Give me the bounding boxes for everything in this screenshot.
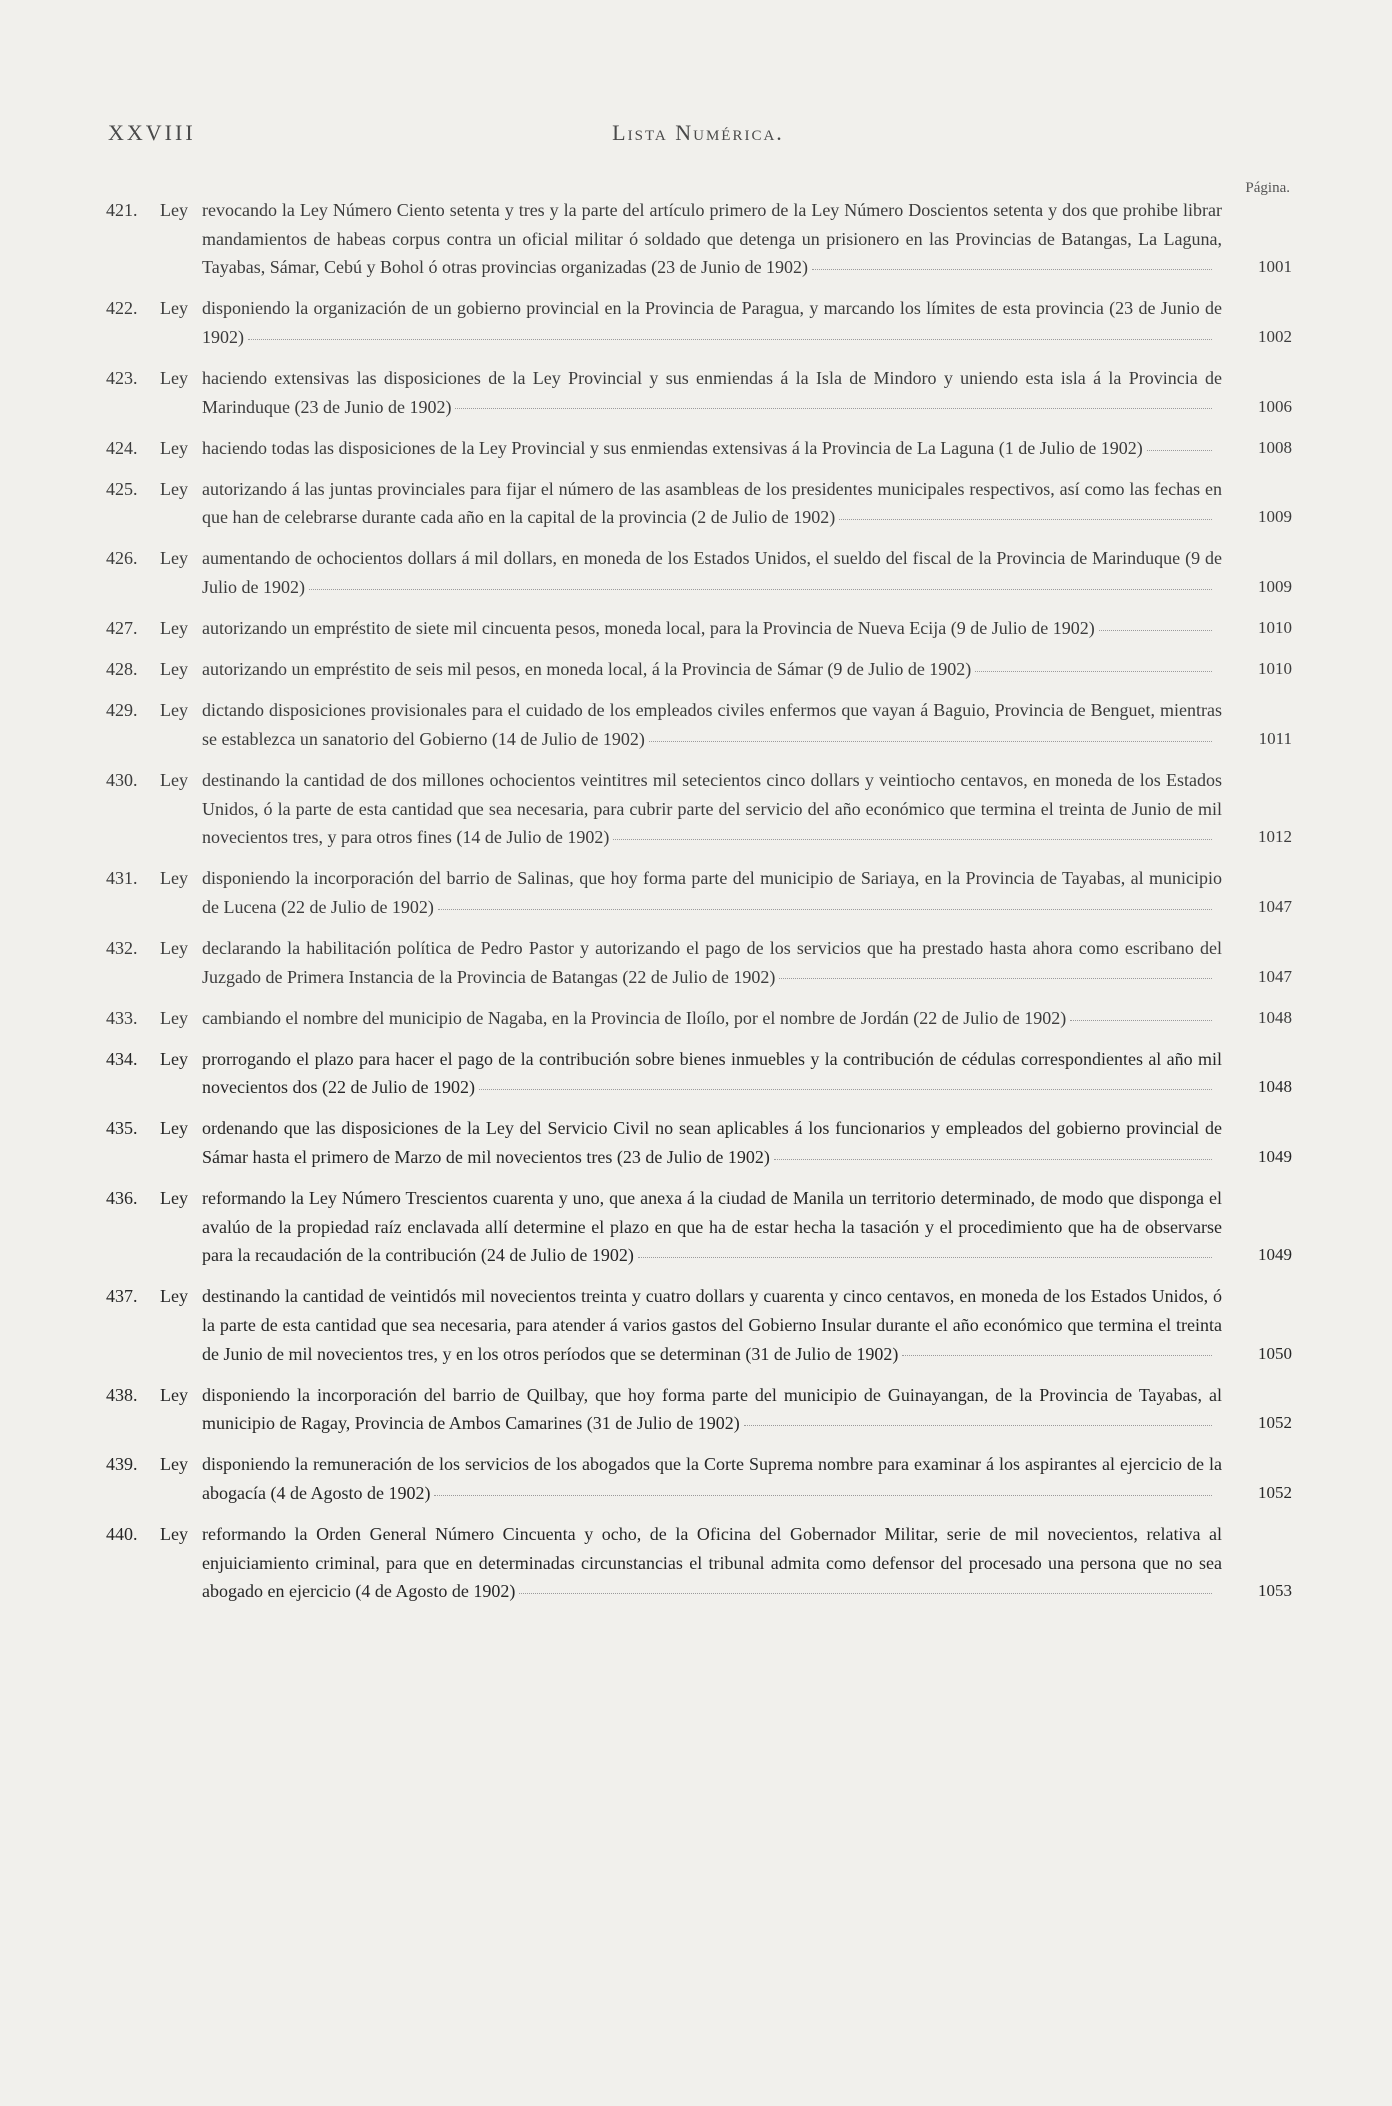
dot-leader: [309, 588, 1212, 590]
entry-ley-label: Ley: [160, 437, 188, 458]
entry-page-number: 1047: [1258, 966, 1292, 986]
entry-ley-label: Ley: [160, 700, 188, 721]
entry-number: 428.: [106, 659, 138, 680]
dot-leader: [1070, 1019, 1212, 1021]
entry-ley-label: Ley: [160, 1118, 188, 1139]
entry-page-number: 1009: [1258, 507, 1292, 527]
entry-description: autorizando un empréstito de siete mil cincuenta pesos, moneda local, para la Provincia de Nueva Ecija (9 de Julio de 1902): [202, 618, 1095, 639]
entry-page-number: 1053: [1258, 1581, 1292, 1601]
entry-description: autorizando á las juntas provinciales para fijar el número de las asambleas de los presidentes municipales respectivos, así como las fechas en que han de celebrarse durante cada año en la capital de la provincia (2 de Julio de 1902): [202, 478, 1222, 528]
dot-leader: [649, 740, 1212, 742]
list-item: [106, 1114, 1292, 1171]
dot-leader: [774, 1158, 1212, 1160]
entry-page-number: 1001: [1258, 257, 1292, 277]
list-item: [106, 1004, 1292, 1033]
list-item: [106, 1282, 1292, 1368]
entry-description: declarando la habilitación política de Pedro Pastor y autorizando el pago de los servicios que ha prestado hasta ahora como escribano del Juzgado de Primera Instancia de la Provincia de Batangas (22 de Julio de 1902): [202, 937, 1222, 987]
entry-description: disponiendo la remuneración de los servicios de los abogados que la Corte Suprema nombre para examinar á los aspirantes al ejercicio de la abogacía (4 de Agosto de 1902): [202, 1454, 1222, 1503]
entry-number: 432.: [106, 937, 138, 958]
entry-number: 434.: [106, 1048, 138, 1069]
entry-ley-label: Ley: [160, 937, 188, 958]
entry-number: 429.: [106, 700, 138, 721]
list-item: [106, 864, 1292, 921]
list-item: [106, 1184, 1292, 1270]
list-item: [106, 434, 1292, 463]
entry-ley-label: Ley: [160, 200, 188, 220]
entry-number: 436.: [106, 1188, 138, 1209]
entry-number: 425.: [106, 478, 138, 499]
entry-page-number: 1012: [1258, 827, 1292, 847]
entry-page-number: 1052: [1258, 1413, 1292, 1433]
entry-page-number: 1002: [1258, 326, 1292, 346]
entry-page-number: 1049: [1258, 1245, 1292, 1265]
entry-description: autorizando un empréstito de seis mil pesos, en moneda local, á la Provincia de Sámar (9 de Julio de 1902): [202, 659, 972, 680]
entry-number: 427.: [106, 618, 138, 639]
dot-leader: [902, 1354, 1212, 1356]
list-item: [106, 544, 1292, 601]
entry-description: disponiendo la incorporación del barrio de Quilbay, que hoy forma parte del municipio de Guinayangan, de la Provincia de Tayabas, al municipio de Ragay, Provincia de Ambos Camarines (31 de Julio de 1902): [202, 1384, 1222, 1434]
entry-number: 423.: [106, 367, 138, 388]
dot-leader: [744, 1424, 1212, 1426]
entry-ley-label: Ley: [160, 618, 188, 639]
entry-description: dictando disposiciones provisionales para el cuidado de los empleados civiles enfermos que vayan á Baguio, Provincia de Benguet, mientras se establezca un sanatorio del Gobierno (14 de Julio de 1902): [202, 700, 1222, 749]
entry-description: haciendo todas las disposiciones de la Ley Provincial y sus enmiendas extensivas á la Provincia de La Laguna (1 de Julio de 1902): [202, 437, 1143, 458]
entry-ley-label: Ley: [160, 770, 188, 790]
entry-ley-label: Ley: [160, 659, 188, 680]
entry-description: cambiando el nombre del municipio de Nagaba, en la Provincia de Iloílo, por el nombre de Jordán (22 de Julio de 1902): [202, 1007, 1067, 1028]
page-header: [108, 120, 1288, 160]
entry-ley-label: Ley: [160, 1048, 188, 1069]
entry-description: ordenando que las disposiciones de la Ley del Servicio Civil no sean aplicables á los funcionarios y empleados del gobierno provincial de Sámar hasta el primero de Marzo de mil novecientos tres (23 de Julio de 1902): [202, 1118, 1222, 1168]
entries-list: [106, 196, 1292, 1618]
dot-leader: [455, 407, 1212, 409]
dot-leader: [438, 908, 1212, 910]
entry-page-number: 1050: [1258, 1343, 1292, 1363]
list-item: [106, 655, 1292, 684]
dot-leader: [779, 977, 1212, 979]
list-item: [106, 1520, 1292, 1606]
entry-ley-label: Ley: [160, 298, 188, 319]
dot-leader: [248, 338, 1212, 340]
page-column-label: Página.: [1245, 180, 1290, 196]
list-item: [106, 1450, 1292, 1507]
entry-page-number: 1006: [1258, 396, 1292, 416]
entry-ley-label: Ley: [160, 868, 188, 889]
dot-leader: [434, 1494, 1212, 1496]
entry-number: 422.: [106, 298, 138, 319]
entry-page-number: 1008: [1258, 437, 1292, 457]
entry-number: 435.: [106, 1118, 138, 1139]
dot-leader: [519, 1592, 1212, 1594]
list-item: [106, 1045, 1292, 1102]
entry-number: 431.: [106, 868, 138, 889]
entry-number: 426.: [106, 548, 138, 569]
list-item: [106, 614, 1292, 643]
dot-leader: [1099, 629, 1212, 631]
entry-description: reformando la Ley Número Trescientos cuarenta y uno, que anexa á la ciudad de Manila un territorio determinado, de modo que disponga el avalúo de la propiedad raíz enclavada allí determine el plazo en que ha de estar hecha la tasación y el procedimiento que ha de observarse para la recaudación de la contribución (24 de Julio de 1902): [202, 1188, 1222, 1266]
dot-leader: [839, 518, 1212, 520]
list-item: [106, 1381, 1292, 1438]
entry-number: 438.: [106, 1384, 138, 1405]
entry-page-number: 1049: [1258, 1147, 1292, 1167]
entry-page-number: 1010: [1258, 618, 1292, 638]
entry-number: 421.: [106, 200, 138, 220]
entry-description: reformando la Orden General Número Cincuenta y ocho, de la Oficina del Gobernador Militar, serie de mil novecientos, relativa al enjuiciamiento criminal, para que en determinadas circunstancias el tribunal admita como defensor del procesado una persona que no sea abogado en ejercicio (4 de Agosto de 1902): [202, 1524, 1222, 1602]
dot-leader: [613, 838, 1212, 840]
entry-ley-label: Ley: [160, 478, 188, 499]
entry-page-number: 1048: [1258, 1007, 1292, 1027]
entry-page-number: 1010: [1258, 659, 1292, 679]
entry-number: 433.: [106, 1007, 138, 1028]
entry-number: 424.: [106, 437, 138, 458]
list-item: [106, 934, 1292, 991]
entry-number: 430.: [106, 770, 138, 790]
entry-description: aumentando de ochocientos dollars á mil dollars, en moneda de los Estados Unidos, el sueldo del fiscal de la Provincia de Marinduque (9 de Julio de 1902): [202, 548, 1222, 598]
entry-page-number: 1011: [1258, 728, 1292, 748]
entry-number: 440.: [106, 1524, 138, 1545]
entry-ley-label: Ley: [160, 548, 188, 569]
dot-leader: [479, 1088, 1212, 1090]
list-item: [106, 364, 1292, 421]
dot-leader: [638, 1256, 1212, 1258]
running-title: Lista Numérica.: [612, 120, 784, 145]
list-item: [106, 196, 1292, 282]
entry-description: destinando la cantidad de veintidós mil novecientos treinta y cuatro dollars y cuarenta y cinco centavos, en moneda de los Estados Unidos, ó la parte de esta cantidad que sea necesaria, para atender á varios gastos del Gobierno Insular durante el año económico que termina el treinta de Junio de mil novecientos tres, y en los otros períodos que se determinan (31 de Julio de 1902): [202, 1286, 1222, 1364]
list-item: [106, 766, 1292, 852]
entry-description: disponiendo la incorporación del barrio de Salinas, que hoy forma parte del municipio de Sariaya, en la Provincia de Tayabas, al municipio de Lucena (22 de Julio de 1902): [202, 868, 1222, 917]
entry-ley-label: Ley: [160, 1286, 188, 1307]
entry-ley-label: Ley: [160, 1007, 188, 1028]
page-number: XXVIII: [108, 120, 196, 145]
entry-ley-label: Ley: [160, 1454, 188, 1475]
entry-page-number: 1048: [1258, 1077, 1292, 1097]
dot-leader: [812, 268, 1212, 270]
entry-page-number: 1047: [1258, 896, 1292, 916]
entry-ley-label: Ley: [160, 1384, 188, 1405]
entry-number: 437.: [106, 1286, 138, 1307]
entry-page-number: 1009: [1258, 577, 1292, 597]
entry-description: prorrogando el plazo para hacer el pago de la contribución sobre bienes inmuebles y la contribución de cédulas correspondientes al año mil novecientos dos (22 de Julio de 1902): [202, 1048, 1222, 1098]
list-item: [106, 475, 1292, 532]
entry-ley-label: Ley: [160, 367, 188, 388]
entry-page-number: 1052: [1258, 1482, 1292, 1502]
entry-description: disponiendo la organización de un gobierno provincial en la Provincia de Paragua, y marcando los límites de esta provincia (23 de Junio de 1902): [202, 298, 1222, 347]
entry-ley-label: Ley: [160, 1524, 188, 1545]
list-item: [106, 696, 1292, 753]
entry-description: revocando la Ley Número Ciento setenta y tres y la parte del artículo primero de la Ley Número Doscientos setenta y dos que prohibe librar mandamientos de habeas corpus contra un oficial militar ó soldado que detenga un prisionero en las Provincias de Batangas, La Laguna, Tayabas, Sámar, Cebú y Bohol ó otras provincias organizadas (23 de Junio de 1902): [202, 200, 1222, 278]
list-item: [106, 294, 1292, 351]
dot-leader: [975, 670, 1212, 672]
entry-description: destinando la cantidad de dos millones ochocientos veintitres mil setecientos cinco dollars y veintiocho centavos, en moneda de los Estados Unidos, ó la parte de esta cantidad que sea necesaria, para cubrir parte del servicio del año económico que termina el treinta de Junio de mil novecientos tres, y para otros fines (14 de Julio de 1902): [202, 770, 1222, 848]
dot-leader: [1147, 449, 1212, 451]
entry-description: haciendo extensivas las disposiciones de la Ley Provincial y sus enmiendas á la Isla de Mindoro y uniendo esta isla á la Provincia de Marinduque (23 de Junio de 1902): [202, 367, 1222, 417]
entry-number: 439.: [106, 1454, 138, 1475]
entry-ley-label: Ley: [160, 1188, 188, 1209]
